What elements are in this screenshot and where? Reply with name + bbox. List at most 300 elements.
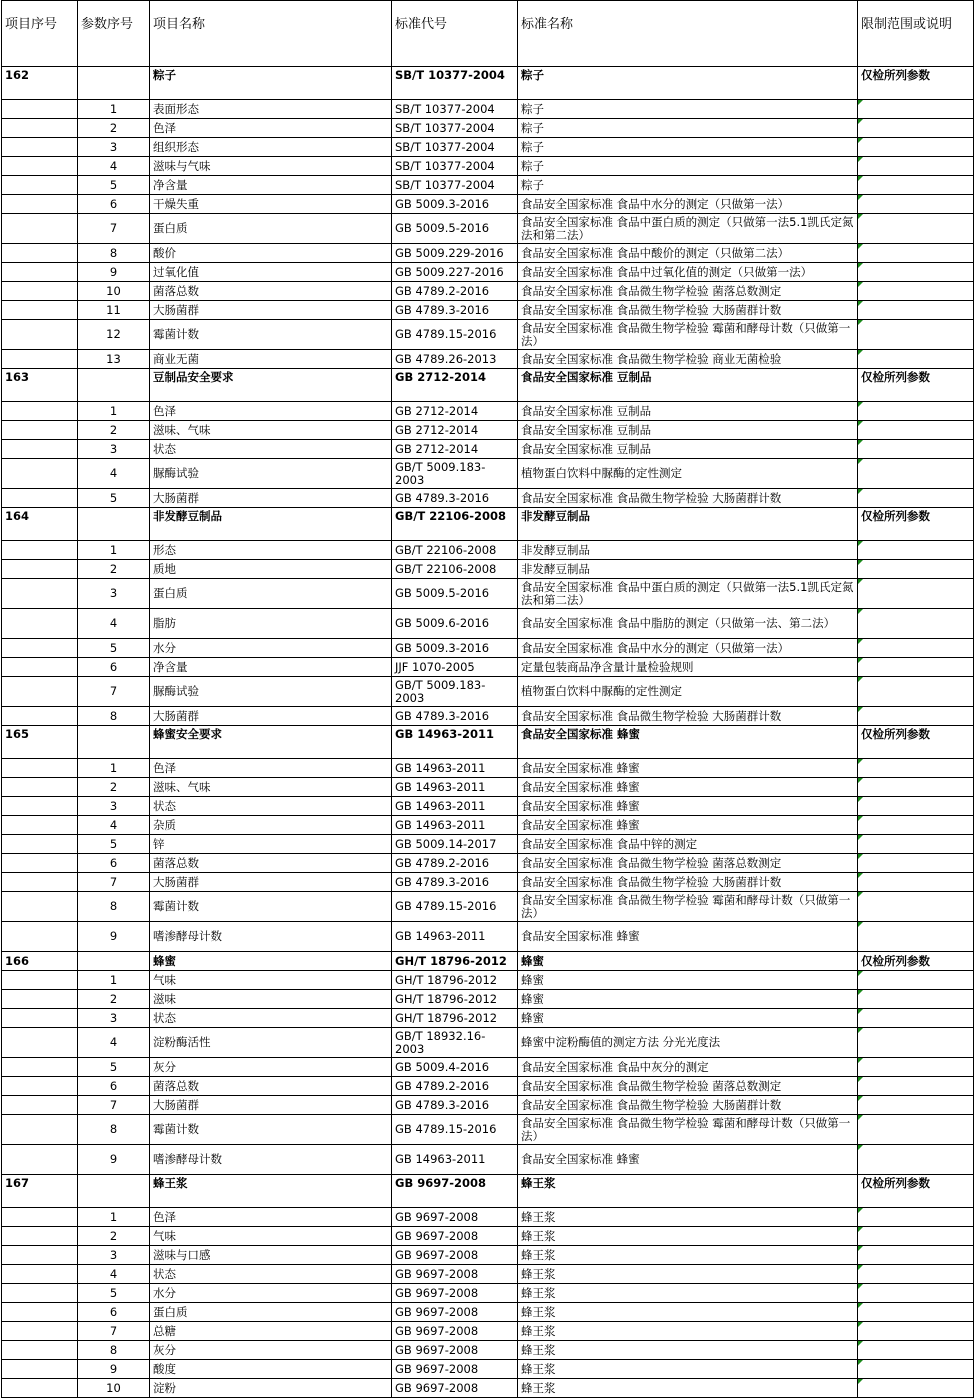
limit-note-cell <box>858 100 974 119</box>
project-no-cell <box>2 707 78 726</box>
param-no-cell: 2 <box>78 778 150 797</box>
table-row <box>2 100 974 119</box>
limit-note-cell <box>858 759 974 778</box>
limit-note-cell <box>858 1265 974 1284</box>
param-no-cell <box>78 1175 150 1208</box>
project-name-cell: 色泽 <box>150 119 392 138</box>
param-no-cell: 8 <box>78 244 150 263</box>
standard-name-cell: 食品安全国家标准 食品中酸价的测定（只做第二法） <box>518 244 858 263</box>
standard-code-cell: GB 14963-2011 <box>392 922 518 952</box>
limit-note-cell <box>858 579 974 609</box>
param-no-cell: 3 <box>78 579 150 609</box>
standard-name-cell: 食品安全国家标准 食品微生物学检验 菌落总数测定 <box>518 282 858 301</box>
project-name-cell: 霉菌计数 <box>150 892 392 922</box>
standard-name-cell: 食品安全国家标准 食品微生物学检验 商业无菌检验 <box>518 350 858 369</box>
limit-note-cell <box>858 1115 974 1145</box>
table-row <box>2 759 974 778</box>
table-row <box>2 214 974 244</box>
standard-name-cell: 蜂蜜 <box>518 990 858 1009</box>
standard-name-cell: 食品安全国家标准 蜂蜜 <box>518 778 858 797</box>
table-row <box>2 138 974 157</box>
limit-note-cell: 仅检所列参数 <box>858 952 974 971</box>
standard-name-cell: 非发酵豆制品 <box>518 508 858 541</box>
param-no-cell: 1 <box>78 541 150 560</box>
project-name-cell: 粽子 <box>150 67 392 100</box>
standard-code-cell: GB 9697-2008 <box>392 1284 518 1303</box>
project-no-cell <box>2 797 78 816</box>
limit-note-cell <box>858 892 974 922</box>
project-no-cell <box>2 609 78 639</box>
param-no-cell: 7 <box>78 677 150 707</box>
project-no-cell <box>2 1322 78 1341</box>
standard-code-cell: GB 2712-2014 <box>392 369 518 402</box>
standard-name-cell: 食品安全国家标准 食品微生物学检验 大肠菌群计数 <box>518 301 858 320</box>
limit-note-cell <box>858 609 974 639</box>
limit-note-cell <box>858 459 974 489</box>
limit-note-cell <box>858 1009 974 1028</box>
project-no-cell <box>2 1284 78 1303</box>
standard-code-cell: GB 5009.229-2016 <box>392 244 518 263</box>
standard-code-cell: GB 2712-2014 <box>392 402 518 421</box>
project-no-cell <box>2 835 78 854</box>
table-row <box>2 459 974 489</box>
table-row <box>2 195 974 214</box>
param-no-cell: 12 <box>78 320 150 350</box>
limit-note-cell <box>858 541 974 560</box>
standard-code-cell: GB 4789.15-2016 <box>392 1115 518 1145</box>
table-row <box>2 971 974 990</box>
param-no-cell: 3 <box>78 797 150 816</box>
standard-code-cell: GB/T 22106-2008 <box>392 508 518 541</box>
table-row <box>2 402 974 421</box>
limit-note-cell <box>858 1208 974 1227</box>
project-no-cell <box>2 100 78 119</box>
project-no-cell <box>2 658 78 677</box>
project-name-cell: 组织形态 <box>150 138 392 157</box>
project-no-cell <box>2 1246 78 1265</box>
standard-name-cell: 粽子 <box>518 157 858 176</box>
standard-code-cell: GB 5009.5-2016 <box>392 579 518 609</box>
standard-code-cell: GB 9697-2008 <box>392 1303 518 1322</box>
table-row <box>2 1265 974 1284</box>
project-name-cell: 嗜渗酵母计数 <box>150 1145 392 1175</box>
table-row <box>2 541 974 560</box>
limit-note-cell <box>858 1379 974 1398</box>
table-row <box>2 1341 974 1360</box>
project-name-cell: 状态 <box>150 1009 392 1028</box>
project-no-cell <box>2 421 78 440</box>
project-name-cell: 脲酶试验 <box>150 677 392 707</box>
project-no-cell <box>2 440 78 459</box>
standard-name-cell: 蜂蜜 <box>518 1009 858 1028</box>
standard-name-cell: 食品安全国家标准 蜂蜜 <box>518 726 858 759</box>
standard-code-cell: GB 4789.3-2016 <box>392 873 518 892</box>
group-row <box>2 508 974 541</box>
standard-name-cell: 食品安全国家标准 食品微生物学检验 菌落总数测定 <box>518 1077 858 1096</box>
project-no-cell <box>2 402 78 421</box>
standard-code-cell: GH/T 18796-2012 <box>392 971 518 990</box>
param-no-cell: 2 <box>78 990 150 1009</box>
standard-code-cell: SB/T 10377-2004 <box>392 176 518 195</box>
project-no-cell: 166 <box>2 952 78 971</box>
param-no-cell: 4 <box>78 1028 150 1058</box>
project-no-cell <box>2 1028 78 1058</box>
param-no-cell: 3 <box>78 440 150 459</box>
project-name-cell: 蛋白质 <box>150 1303 392 1322</box>
header-row <box>2 1 974 67</box>
project-no-cell <box>2 157 78 176</box>
project-no-cell <box>2 195 78 214</box>
limit-note-cell <box>858 195 974 214</box>
standard-name-cell: 食品安全国家标准 食品中脂肪的测定（只做第一法、第二法） <box>518 609 858 639</box>
standard-code-cell: GB 4789.2-2016 <box>392 1077 518 1096</box>
limit-note-cell <box>858 835 974 854</box>
param-no-cell: 6 <box>78 1077 150 1096</box>
standard-name-cell: 蜂王浆 <box>518 1265 858 1284</box>
project-name-cell: 质地 <box>150 560 392 579</box>
project-name-cell: 灰分 <box>150 1341 392 1360</box>
project-no-cell <box>2 1341 78 1360</box>
standard-name-cell: 蜂王浆 <box>518 1379 858 1398</box>
table-row <box>2 1322 974 1341</box>
standard-code-cell: GB 4789.15-2016 <box>392 320 518 350</box>
limit-note-cell <box>858 1360 974 1379</box>
project-no-cell <box>2 1096 78 1115</box>
table-row <box>2 609 974 639</box>
table-row <box>2 320 974 350</box>
param-no-cell: 1 <box>78 1208 150 1227</box>
project-no-cell: 162 <box>2 67 78 100</box>
project-name-cell: 气味 <box>150 1227 392 1246</box>
standard-name-cell: 食品安全国家标准 食品中过氧化值的测定（只做第一法） <box>518 263 858 282</box>
table-row <box>2 1284 974 1303</box>
table-row <box>2 1096 974 1115</box>
table-row <box>2 157 974 176</box>
project-name-cell: 大肠菌群 <box>150 707 392 726</box>
project-no-cell <box>2 244 78 263</box>
param-no-cell: 1 <box>78 759 150 778</box>
table-row <box>2 707 974 726</box>
param-no-cell: 1 <box>78 971 150 990</box>
limit-note-cell <box>858 320 974 350</box>
project-name-cell: 菌落总数 <box>150 1077 392 1096</box>
standard-code-cell: GB 4789.3-2016 <box>392 301 518 320</box>
standard-name-cell: 粽子 <box>518 67 858 100</box>
param-no-cell: 8 <box>78 707 150 726</box>
limit-note-cell <box>858 1246 974 1265</box>
table-row <box>2 489 974 508</box>
table-row <box>2 1077 974 1096</box>
standard-name-cell: 食品安全国家标准 食品中锌的测定 <box>518 835 858 854</box>
table-body <box>2 67 974 1398</box>
standard-name-cell: 食品安全国家标准 蜂蜜 <box>518 797 858 816</box>
table-row <box>2 854 974 873</box>
project-no-cell <box>2 301 78 320</box>
project-name-cell: 状态 <box>150 1265 392 1284</box>
standard-code-cell: GB 4789.3-2016 <box>392 707 518 726</box>
standard-code-cell: SB/T 10377-2004 <box>392 138 518 157</box>
project-no-cell <box>2 1227 78 1246</box>
param-no-cell: 6 <box>78 854 150 873</box>
standard-code-cell: SB/T 10377-2004 <box>392 67 518 100</box>
limit-note-cell <box>858 421 974 440</box>
param-no-cell: 8 <box>78 1341 150 1360</box>
project-no-cell: 164 <box>2 508 78 541</box>
param-no-cell: 5 <box>78 489 150 508</box>
project-name-cell: 蜂蜜安全要求 <box>150 726 392 759</box>
limit-note-cell: 仅检所列参数 <box>858 726 974 759</box>
header-param-no: 参数序号 <box>78 1 150 67</box>
project-name-cell: 大肠菌群 <box>150 873 392 892</box>
project-no-cell <box>2 489 78 508</box>
table-row <box>2 350 974 369</box>
standard-code-cell: GB 14963-2011 <box>392 778 518 797</box>
table-row <box>2 244 974 263</box>
standard-code-cell: GB 9697-2008 <box>392 1360 518 1379</box>
standard-code-cell: GB 14963-2011 <box>392 797 518 816</box>
table-row <box>2 639 974 658</box>
standard-code-cell: GB/T 22106-2008 <box>392 560 518 579</box>
param-no-cell: 13 <box>78 350 150 369</box>
standard-code-cell: GH/T 18796-2012 <box>392 952 518 971</box>
standard-code-cell: GB 4789.2-2016 <box>392 854 518 873</box>
limit-note-cell <box>858 214 974 244</box>
standard-code-cell: GB 5009.6-2016 <box>392 609 518 639</box>
project-name-cell: 表面形态 <box>150 100 392 119</box>
param-no-cell: 9 <box>78 922 150 952</box>
project-name-cell: 脂肪 <box>150 609 392 639</box>
table-row <box>2 1246 974 1265</box>
project-name-cell: 色泽 <box>150 402 392 421</box>
project-name-cell: 大肠菌群 <box>150 301 392 320</box>
project-name-cell: 淀粉 <box>150 1379 392 1398</box>
project-no-cell <box>2 119 78 138</box>
limit-note-cell <box>858 1058 974 1077</box>
standard-code-cell: GB 4789.2-2016 <box>392 282 518 301</box>
standard-code-cell: JJF 1070-2005 <box>392 658 518 677</box>
table-row <box>2 1145 974 1175</box>
param-no-cell: 7 <box>78 873 150 892</box>
project-name-cell: 干燥失重 <box>150 195 392 214</box>
header-standard-name: 标准名称 <box>518 1 858 67</box>
standard-code-cell: GB/T 22106-2008 <box>392 541 518 560</box>
standard-name-cell: 粽子 <box>518 100 858 119</box>
standard-name-cell: 食品安全国家标准 食品微生物学检验 大肠菌群计数 <box>518 489 858 508</box>
limit-note-cell: 仅检所列参数 <box>858 1175 974 1208</box>
limit-note-cell <box>858 854 974 873</box>
project-no-cell <box>2 1265 78 1284</box>
standard-code-cell: SB/T 10377-2004 <box>392 157 518 176</box>
table-row <box>2 990 974 1009</box>
project-name-cell: 灰分 <box>150 1058 392 1077</box>
standard-code-cell: GB 4789.15-2016 <box>392 892 518 922</box>
limit-note-cell <box>858 677 974 707</box>
standard-code-cell: SB/T 10377-2004 <box>392 100 518 119</box>
group-row <box>2 67 974 100</box>
standard-name-cell: 粽子 <box>518 176 858 195</box>
limit-note-cell <box>858 560 974 579</box>
table-row <box>2 816 974 835</box>
project-no-cell <box>2 320 78 350</box>
standard-name-cell: 蜂王浆 <box>518 1227 858 1246</box>
limit-note-cell <box>858 1096 974 1115</box>
project-no-cell <box>2 138 78 157</box>
limit-note-cell <box>858 119 974 138</box>
standard-name-cell: 蜂王浆 <box>518 1208 858 1227</box>
project-name-cell: 锌 <box>150 835 392 854</box>
table-row <box>2 119 974 138</box>
standard-name-cell: 食品安全国家标准 食品微生物学检验 大肠菌群计数 <box>518 873 858 892</box>
param-no-cell: 8 <box>78 892 150 922</box>
standard-name-cell: 蜂王浆 <box>518 1322 858 1341</box>
limit-note-cell <box>858 402 974 421</box>
project-name-cell: 净含量 <box>150 658 392 677</box>
table-row <box>2 1379 974 1398</box>
param-no-cell: 6 <box>78 195 150 214</box>
project-name-cell: 菌落总数 <box>150 854 392 873</box>
standard-name-cell: 蜂蜜中淀粉酶值的测定方法 分光光度法 <box>518 1028 858 1058</box>
project-name-cell: 商业无菌 <box>150 350 392 369</box>
limit-note-cell <box>858 990 974 1009</box>
project-name-cell: 嗜渗酵母计数 <box>150 922 392 952</box>
table-row <box>2 778 974 797</box>
project-name-cell: 蛋白质 <box>150 214 392 244</box>
project-name-cell: 状态 <box>150 440 392 459</box>
project-name-cell: 蜂王浆 <box>150 1175 392 1208</box>
standard-code-cell: GH/T 18796-2012 <box>392 1009 518 1028</box>
standard-name-cell: 食品安全国家标准 食品中蛋白质的测定（只做第一法5.1凯氏定氮法和第二法） <box>518 214 858 244</box>
project-no-cell <box>2 1115 78 1145</box>
param-no-cell: 10 <box>78 1379 150 1398</box>
limit-note-cell <box>858 873 974 892</box>
limit-note-cell <box>858 1303 974 1322</box>
standard-name-cell: 非发酵豆制品 <box>518 560 858 579</box>
standard-code-cell: GB 9697-2008 <box>392 1227 518 1246</box>
standard-name-cell: 食品安全国家标准 食品微生物学检验 霉菌和酵母计数（只做第一法） <box>518 320 858 350</box>
project-name-cell: 滋味、气味 <box>150 778 392 797</box>
header-limit-note: 限制范围或说明 <box>858 1 974 67</box>
project-name-cell: 菌落总数 <box>150 282 392 301</box>
header-standard-code: 标准代号 <box>392 1 518 67</box>
project-name-cell: 总糖 <box>150 1322 392 1341</box>
standard-code-cell: GB 2712-2014 <box>392 421 518 440</box>
standard-name-cell: 定量包装商品净含量计量检验规则 <box>518 658 858 677</box>
limit-note-cell: 仅检所列参数 <box>858 508 974 541</box>
limit-note-cell <box>858 244 974 263</box>
project-no-cell: 165 <box>2 726 78 759</box>
standard-name-cell: 蜂王浆 <box>518 1175 858 1208</box>
param-no-cell: 6 <box>78 658 150 677</box>
limit-note-cell <box>858 489 974 508</box>
standard-code-cell: GB 9697-2008 <box>392 1265 518 1284</box>
param-no-cell: 5 <box>78 835 150 854</box>
standard-code-cell: GB 9697-2008 <box>392 1322 518 1341</box>
project-no-cell <box>2 778 78 797</box>
standard-name-cell: 食品安全国家标准 豆制品 <box>518 402 858 421</box>
standard-name-cell: 非发酵豆制品 <box>518 541 858 560</box>
limit-note-cell <box>858 1322 974 1341</box>
param-no-cell: 9 <box>78 1145 150 1175</box>
param-no-cell: 2 <box>78 421 150 440</box>
limit-note-cell <box>858 1284 974 1303</box>
project-no-cell <box>2 579 78 609</box>
param-no-cell: 2 <box>78 560 150 579</box>
param-no-cell: 3 <box>78 138 150 157</box>
project-name-cell: 豆制品安全要求 <box>150 369 392 402</box>
table-row <box>2 263 974 282</box>
param-no-cell: 1 <box>78 100 150 119</box>
standard-code-cell: GB 9697-2008 <box>392 1379 518 1398</box>
standard-code-cell: GB 9697-2008 <box>392 1341 518 1360</box>
project-no-cell <box>2 1303 78 1322</box>
standard-code-cell: GB 14963-2011 <box>392 1145 518 1175</box>
header-project-name: 项目名称 <box>150 1 392 67</box>
project-name-cell: 水分 <box>150 639 392 658</box>
param-no-cell: 5 <box>78 1284 150 1303</box>
limit-note-cell <box>858 1145 974 1175</box>
param-no-cell: 11 <box>78 301 150 320</box>
project-name-cell: 淀粉酶活性 <box>150 1028 392 1058</box>
project-name-cell: 脲酶试验 <box>150 459 392 489</box>
project-name-cell: 水分 <box>150 1284 392 1303</box>
param-no-cell: 4 <box>78 157 150 176</box>
standard-name-cell: 植物蛋白饮料中脲酶的定性测定 <box>518 677 858 707</box>
project-name-cell: 酸价 <box>150 244 392 263</box>
project-no-cell <box>2 677 78 707</box>
limit-note-cell <box>858 301 974 320</box>
table-row <box>2 835 974 854</box>
standard-name-cell: 食品安全国家标准 食品中灰分的测定 <box>518 1058 858 1077</box>
standard-name-cell: 蜂蜜 <box>518 952 858 971</box>
table-row <box>2 440 974 459</box>
standard-name-cell: 食品安全国家标准 豆制品 <box>518 369 858 402</box>
standard-code-cell: GB 5009.227-2016 <box>392 263 518 282</box>
table-row <box>2 579 974 609</box>
param-no-cell: 5 <box>78 639 150 658</box>
table-row <box>2 922 974 952</box>
standard-code-cell: GB 14963-2011 <box>392 726 518 759</box>
project-no-cell <box>2 263 78 282</box>
project-no-cell <box>2 639 78 658</box>
standard-code-cell: GB 5009.4-2016 <box>392 1058 518 1077</box>
standard-name-cell: 食品安全国家标准 食品微生物学检验 霉菌和酵母计数（只做第一法） <box>518 892 858 922</box>
standards-table <box>1 0 974 1398</box>
project-name-cell: 滋味与口感 <box>150 1246 392 1265</box>
table-row <box>2 282 974 301</box>
table-row <box>2 1028 974 1058</box>
project-no-cell: 163 <box>2 369 78 402</box>
project-no-cell <box>2 816 78 835</box>
project-name-cell: 酸度 <box>150 1360 392 1379</box>
group-row <box>2 369 974 402</box>
group-row <box>2 726 974 759</box>
limit-note-cell <box>858 797 974 816</box>
param-no-cell: 3 <box>78 1246 150 1265</box>
project-no-cell <box>2 971 78 990</box>
standard-name-cell: 食品安全国家标准 食品微生物学检验 霉菌和酵母计数（只做第一法） <box>518 1115 858 1145</box>
limit-note-cell <box>858 157 974 176</box>
standard-name-cell: 食品安全国家标准 食品中水分的测定（只做第一法） <box>518 195 858 214</box>
standard-name-cell: 粽子 <box>518 119 858 138</box>
project-no-cell <box>2 1360 78 1379</box>
standard-name-cell: 蜂王浆 <box>518 1360 858 1379</box>
param-no-cell: 4 <box>78 609 150 639</box>
project-name-cell: 色泽 <box>150 759 392 778</box>
param-no-cell: 4 <box>78 1265 150 1284</box>
project-no-cell <box>2 560 78 579</box>
standard-code-cell: GB 14963-2011 <box>392 759 518 778</box>
param-no-cell: 2 <box>78 1227 150 1246</box>
